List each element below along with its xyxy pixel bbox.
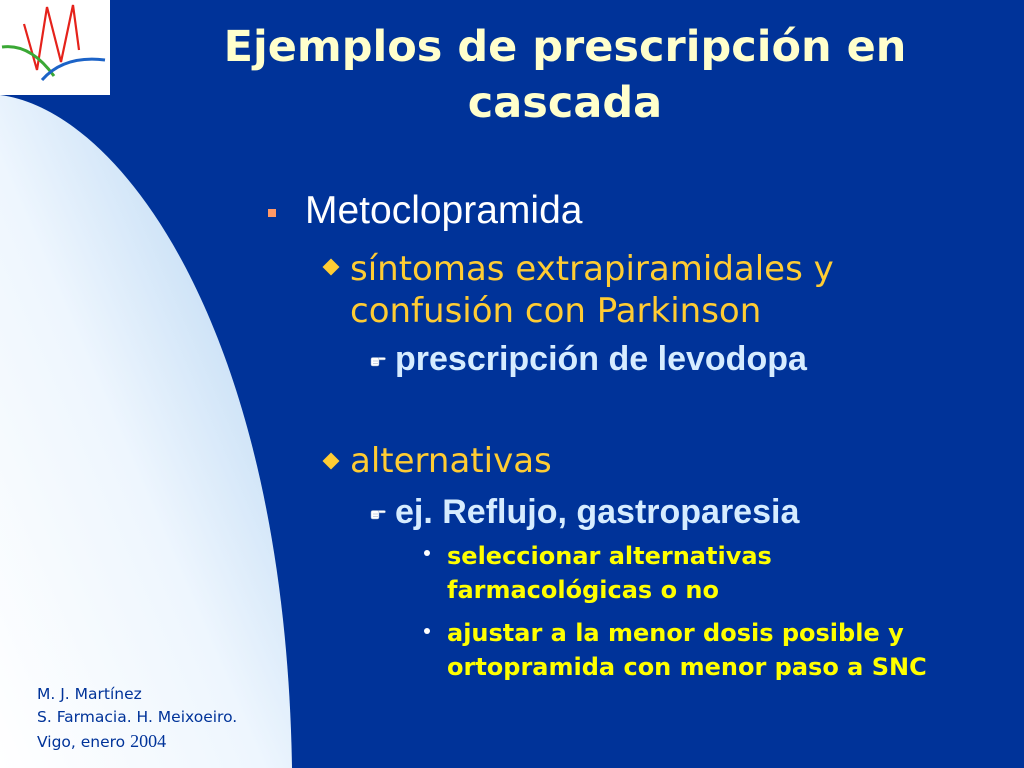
bullet-metoclopramida: Metoclopramida <box>305 189 583 232</box>
bullet-prescripcion-levodopa: prescripción de levodopa <box>395 340 807 378</box>
bullet-sintomas-line-1: síntomas extrapiramidales y <box>350 249 834 289</box>
footer-department: S. Farmacia. H. Meixoeiro. <box>37 708 238 726</box>
pointing-hand-icon <box>370 355 386 367</box>
bullet-alternativas: alternativas <box>350 441 552 481</box>
slide-title <box>200 19 930 131</box>
bullet-seleccionar-line-1: seleccionar alternativas <box>447 542 772 570</box>
title-line-1: Ejemplos de prescripción en <box>223 22 907 72</box>
bullet-seleccionar-line-2: farmacológicas o no <box>447 576 719 604</box>
bullet-sintomas-line-2: confusión con Parkinson <box>350 291 762 331</box>
title-line-2: cascada <box>467 78 663 128</box>
bullet-ajustar-line-2: ortopramida con menor paso a SNC <box>447 653 927 681</box>
footer-year: 2004 <box>130 731 167 751</box>
footer-author: M. J. Martínez <box>37 685 142 703</box>
bullet-reflujo-gastroparesia: ej. Reflujo, gastroparesia <box>395 493 800 531</box>
hospital-logo-icon <box>0 0 110 95</box>
bullet-ajustar-line-1: ajustar a la menor dosis posible y <box>447 619 904 647</box>
footer-place-date <box>37 730 166 752</box>
dot-bullet-icon <box>424 550 430 556</box>
footer-place-month: Vigo, enero <box>37 733 126 751</box>
square-bullet-icon <box>268 209 276 217</box>
dot-bullet-icon <box>424 628 430 634</box>
pointing-hand-icon <box>370 508 386 520</box>
